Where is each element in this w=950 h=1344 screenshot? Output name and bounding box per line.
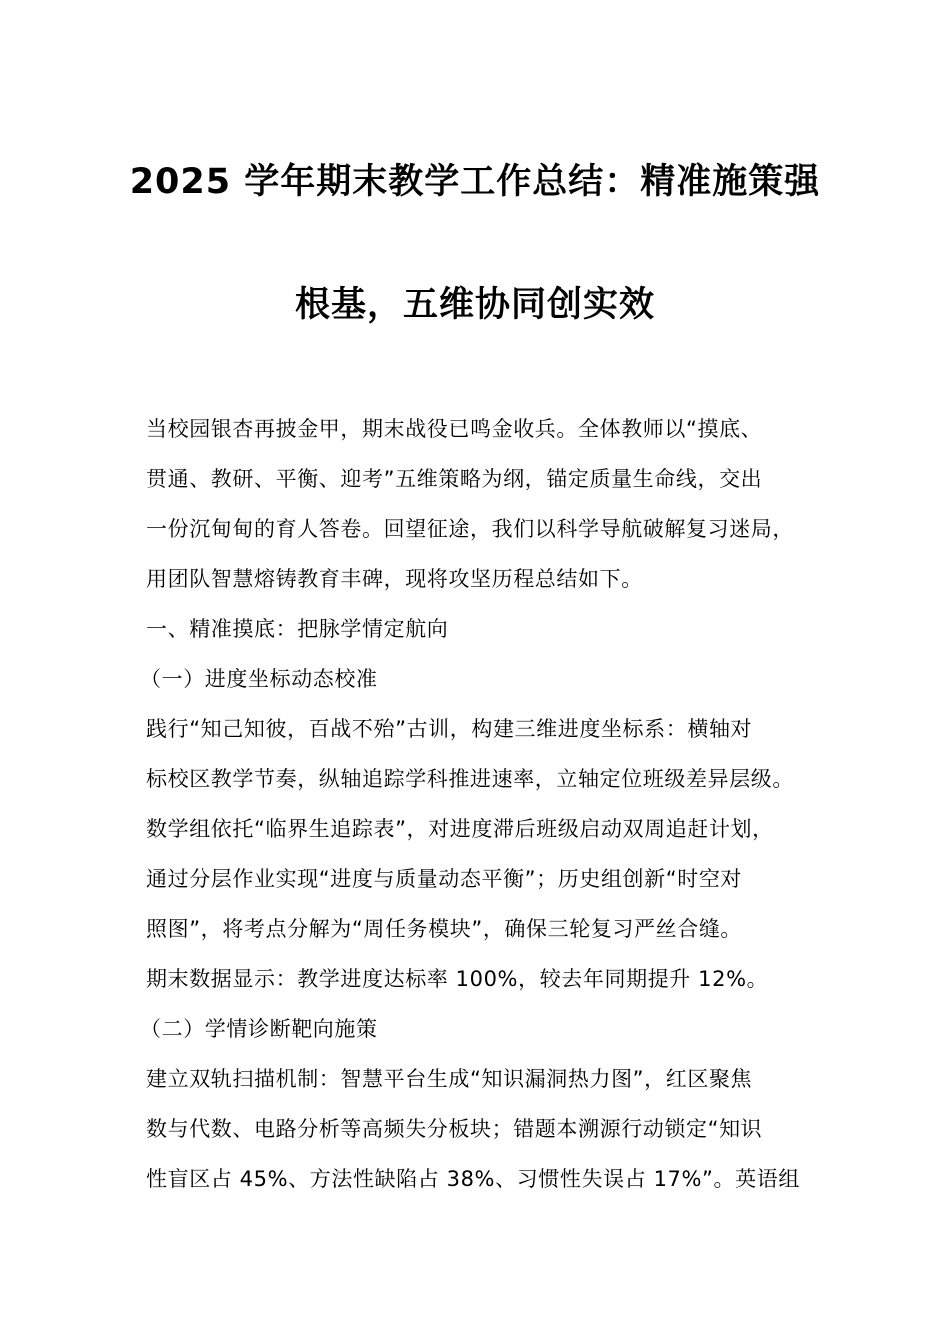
body-line: 当校园银杏再披金甲，期末战役已鸣金收兵。全体教师以“摸底、 bbox=[146, 417, 763, 441]
body-line: 标校区教学节奏，纵轴追踪学科推进速率，立轴定位班级差异层级。 bbox=[146, 767, 794, 791]
body-line: 数与代数、电路分析等高频失分板块；错题本溯源行动锁定“知识 bbox=[146, 1117, 763, 1141]
body-line: 期末数据显示：教学进度达标率 100%，较去年同期提升 12%。 bbox=[146, 967, 769, 991]
body-line: 用团队智慧熔铸教育丰碑，现将攻坚历程总结如下。 bbox=[146, 567, 643, 591]
body-line: 践行“知己知彼，百战不殆”古训，构建三维进度坐标系：横轴对 bbox=[146, 717, 753, 741]
body-line: 贯通、教研、平衡、迎考”五维策略为纲，锚定质量生命线，交出 bbox=[146, 467, 763, 491]
body-line: 建立双轨扫描机制：智慧平台生成“知识漏洞热力图”，红区聚焦 bbox=[146, 1067, 753, 1091]
body-line: 一份沉甸甸的育人答卷。回望征途，我们以科学导航破解复习迷局， bbox=[146, 517, 794, 541]
body-line: 数学组依托“临界生追踪表”，对进度滞后班级启动双周追赶计划， bbox=[146, 817, 774, 841]
body-line: 照图”，将考点分解为“周任务模块”，确保三轮复习严丝合缝。 bbox=[146, 917, 743, 941]
subsection-heading: （二）学情诊断靶向施策 bbox=[140, 1017, 378, 1041]
subsection-heading: （一）进度坐标动态校准 bbox=[140, 667, 378, 691]
section-heading: 一、精准摸底：把脉学情定航向 bbox=[146, 617, 449, 641]
document-title-line-1: 2025 学年期末教学工作总结：精准施策强 bbox=[129, 162, 821, 202]
body-line: 性盲区占 45%、方法性缺陷占 38%、习惯性失误占 17%”。英语组 bbox=[146, 1167, 800, 1191]
body-line: 通过分层作业实现“进度与质量动态平衡”；历史组创新“时空对 bbox=[146, 867, 743, 891]
document-title-line-2: 根基，五维协同创实效 bbox=[294, 285, 655, 325]
